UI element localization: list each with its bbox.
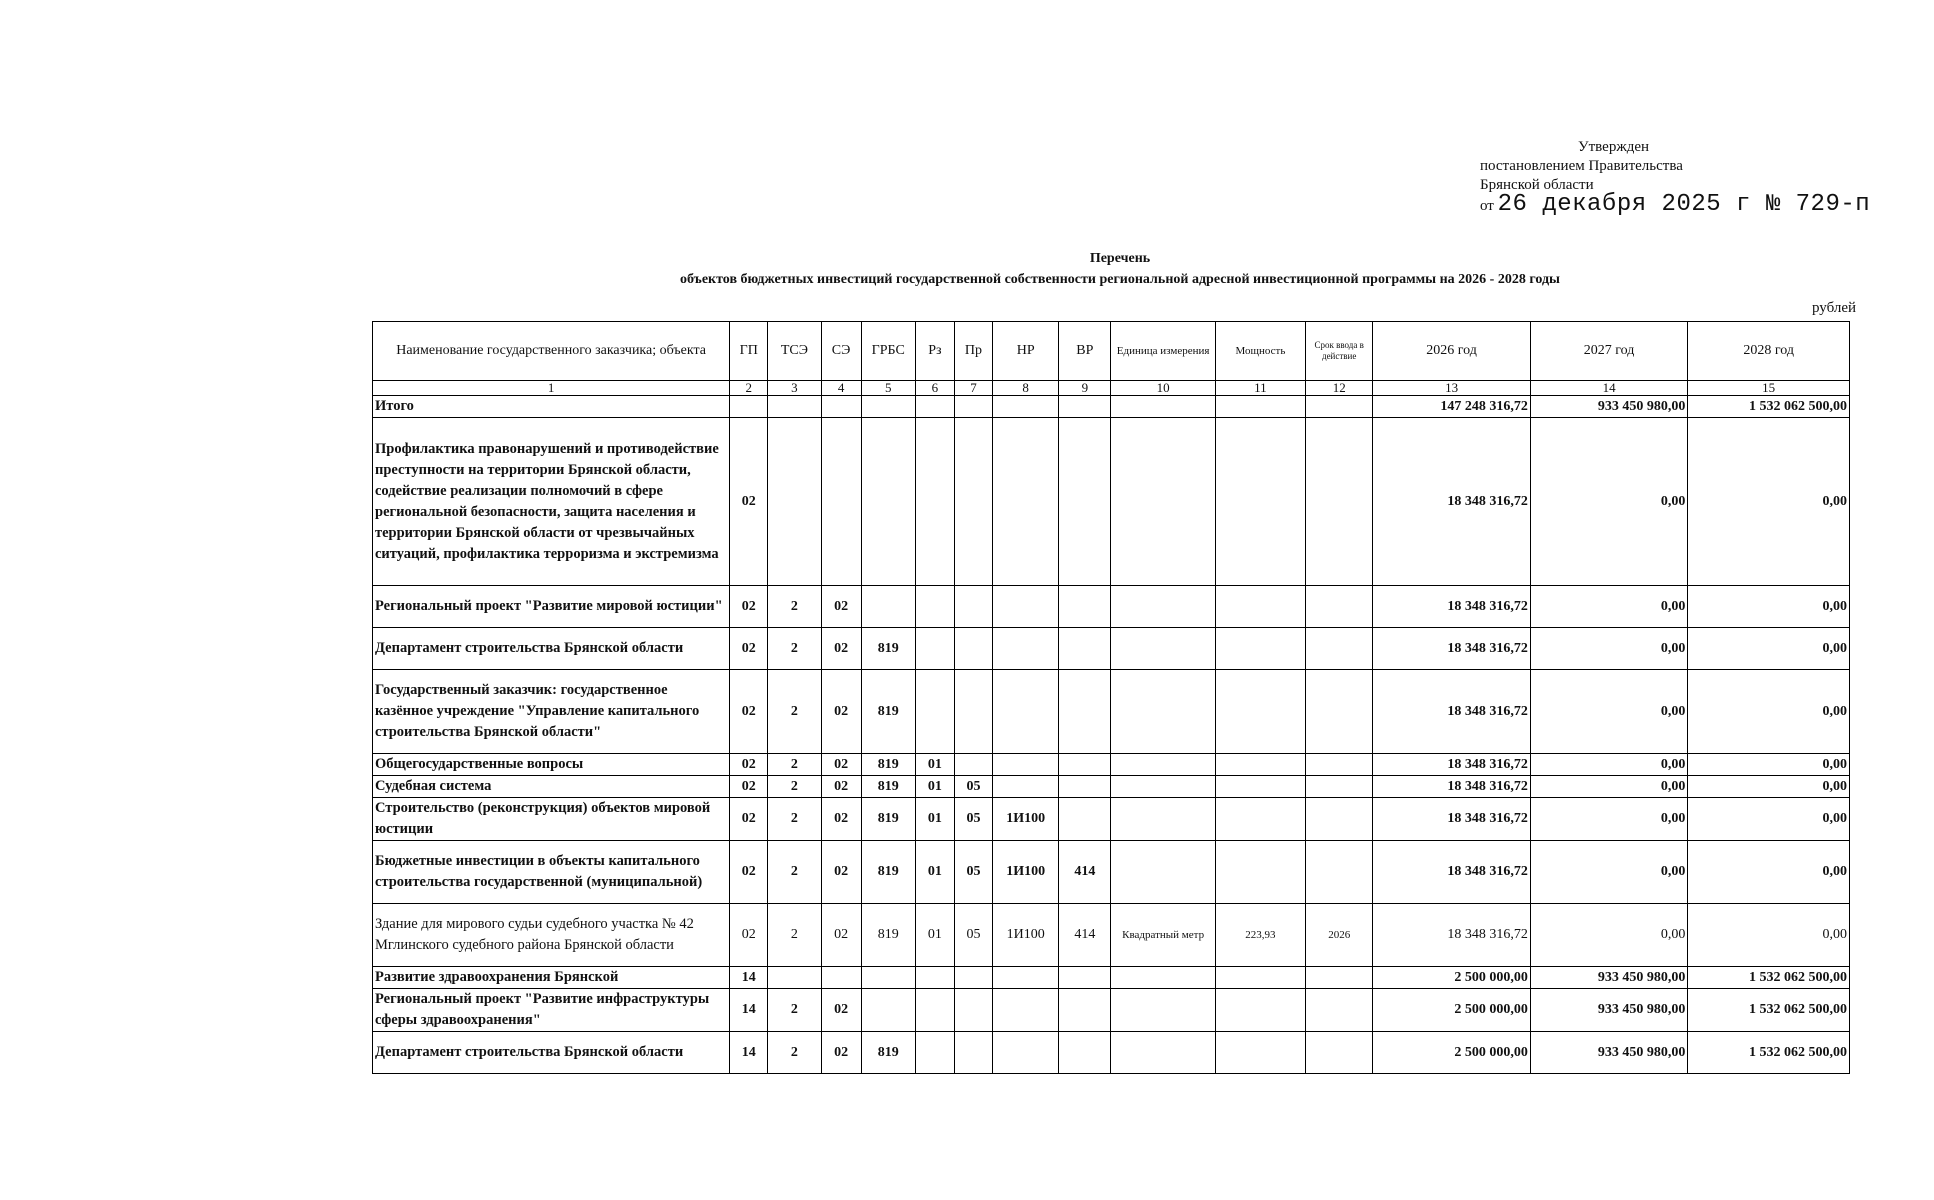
row-gp: 14 bbox=[730, 1032, 768, 1074]
row-pr bbox=[954, 989, 992, 1032]
header-grbs: ГРБС bbox=[861, 322, 915, 381]
row-2028: 0,00 bbox=[1688, 670, 1850, 754]
table-row bbox=[373, 798, 1850, 841]
row-unit bbox=[1111, 776, 1215, 798]
col-number: 9 bbox=[1059, 381, 1111, 396]
row-se: 02 bbox=[821, 628, 861, 670]
row-pr bbox=[954, 1032, 992, 1074]
row-vr bbox=[1059, 798, 1111, 841]
row-vr bbox=[1059, 586, 1111, 628]
header-vr: ВР bbox=[1059, 322, 1111, 381]
row-pr bbox=[954, 418, 992, 586]
table-row bbox=[373, 628, 1850, 670]
row-power bbox=[1215, 776, 1305, 798]
row-power bbox=[1215, 396, 1305, 418]
header-pr: Пр bbox=[954, 322, 992, 381]
row-power bbox=[1215, 418, 1305, 586]
row-se: 02 bbox=[821, 586, 861, 628]
row-tse bbox=[768, 396, 821, 418]
col-number: 5 bbox=[861, 381, 915, 396]
row-grbs bbox=[861, 396, 915, 418]
header-name: Наименование государственного заказчика; объекта bbox=[373, 322, 730, 381]
row-tse bbox=[768, 967, 821, 989]
row-unit bbox=[1111, 754, 1215, 776]
row-nr bbox=[993, 776, 1059, 798]
title-line-2: объектов бюджетных инвестиций государственной собственности региональной адресной инвестиционной программы на 2026 - 2028 годы bbox=[680, 272, 1560, 287]
row-power: 223,93 bbox=[1215, 904, 1305, 967]
header-power: Мощность bbox=[1215, 322, 1305, 381]
table-row bbox=[373, 1032, 1850, 1074]
row-tse bbox=[768, 418, 821, 586]
row-name: Строительство (реконструкция) объектов мировой юстиции bbox=[373, 798, 730, 841]
row-tse: 2 bbox=[768, 754, 821, 776]
table-row bbox=[373, 989, 1850, 1032]
row-term bbox=[1306, 670, 1373, 754]
row-power bbox=[1215, 628, 1305, 670]
row-power bbox=[1215, 989, 1305, 1032]
row-vr: 414 bbox=[1059, 841, 1111, 904]
row-rz bbox=[915, 989, 954, 1032]
row-se: 02 bbox=[821, 989, 861, 1032]
row-se: 02 bbox=[821, 754, 861, 776]
row-unit: Квадратный метр bbox=[1111, 904, 1215, 967]
row-grbs bbox=[861, 989, 915, 1032]
row-gp: 02 bbox=[730, 754, 768, 776]
row-grbs: 819 bbox=[861, 841, 915, 904]
table-header bbox=[373, 322, 1850, 396]
row-2027: 0,00 bbox=[1530, 776, 1688, 798]
row-grbs: 819 bbox=[861, 798, 915, 841]
row-unit bbox=[1111, 670, 1215, 754]
col-number: 3 bbox=[768, 381, 821, 396]
row-power bbox=[1215, 754, 1305, 776]
row-tse: 2 bbox=[768, 776, 821, 798]
row-term bbox=[1306, 1032, 1373, 1074]
row-grbs bbox=[861, 586, 915, 628]
row-rz: 01 bbox=[915, 754, 954, 776]
row-tse: 2 bbox=[768, 989, 821, 1032]
row-2027: 0,00 bbox=[1530, 418, 1688, 586]
row-power bbox=[1215, 798, 1305, 841]
row-nr bbox=[993, 670, 1059, 754]
row-gp: 02 bbox=[730, 904, 768, 967]
row-se: 02 bbox=[821, 904, 861, 967]
row-2028: 0,00 bbox=[1688, 798, 1850, 841]
row-nr bbox=[993, 967, 1059, 989]
row-vr bbox=[1059, 989, 1111, 1032]
row-2027: 933 450 980,00 bbox=[1530, 396, 1688, 418]
row-power bbox=[1215, 967, 1305, 989]
col-number: 1 bbox=[373, 381, 730, 396]
row-tse: 2 bbox=[768, 670, 821, 754]
row-2028: 0,00 bbox=[1688, 776, 1850, 798]
row-nr bbox=[993, 989, 1059, 1032]
approval-line-1: Утвержден bbox=[1578, 139, 1650, 155]
header-2028: 2028 год bbox=[1688, 322, 1850, 381]
row-term bbox=[1306, 586, 1373, 628]
header-unit: Единица измерения bbox=[1111, 322, 1215, 381]
table-row bbox=[373, 396, 1850, 418]
row-se bbox=[821, 418, 861, 586]
row-term bbox=[1306, 798, 1373, 841]
row-vr bbox=[1059, 628, 1111, 670]
row-name: Бюджетные инвестиции в объекты капитального строительства государственной (муниципальной) bbox=[373, 841, 730, 904]
row-2026: 18 348 316,72 bbox=[1373, 418, 1531, 586]
row-tse: 2 bbox=[768, 1032, 821, 1074]
row-name: Профилактика правонарушений и противодействие преступности на территории Брянской области, содействие реализации полномочий в сфере региональной безопасности, защита населения и территории Брянской области от чрезвычайных ситуаций, профилактика терроризма и экстремизма bbox=[373, 418, 730, 586]
row-2028: 0,00 bbox=[1688, 418, 1850, 586]
row-se bbox=[821, 396, 861, 418]
row-se: 02 bbox=[821, 776, 861, 798]
investment-table bbox=[372, 321, 1850, 1074]
col-number: 8 bbox=[993, 381, 1059, 396]
row-2027: 933 450 980,00 bbox=[1530, 967, 1688, 989]
row-pr bbox=[954, 396, 992, 418]
row-2026: 18 348 316,72 bbox=[1373, 904, 1531, 967]
row-pr: 05 bbox=[954, 904, 992, 967]
row-grbs: 819 bbox=[861, 904, 915, 967]
row-gp: 02 bbox=[730, 418, 768, 586]
row-grbs: 819 bbox=[861, 754, 915, 776]
row-pr: 05 bbox=[954, 798, 992, 841]
table-row bbox=[373, 754, 1850, 776]
approval-line-2: постановлением Правительства bbox=[1480, 158, 1683, 174]
row-tse: 2 bbox=[768, 586, 821, 628]
row-tse: 2 bbox=[768, 904, 821, 967]
row-grbs: 819 bbox=[861, 628, 915, 670]
table-row bbox=[373, 670, 1850, 754]
row-rz bbox=[915, 586, 954, 628]
approval-date-line bbox=[1480, 191, 1871, 218]
row-gp: 02 bbox=[730, 798, 768, 841]
row-nr bbox=[993, 418, 1059, 586]
table-row bbox=[373, 904, 1850, 967]
row-name: Здание для мирового судьи судебного участка № 42 Мглинского судебного района Брянской области bbox=[373, 904, 730, 967]
row-2027: 0,00 bbox=[1530, 754, 1688, 776]
col-number: 2 bbox=[730, 381, 768, 396]
row-unit bbox=[1111, 1032, 1215, 1074]
approval-date: 26 декабря 2025 г № 729-п bbox=[1497, 191, 1871, 218]
row-rz bbox=[915, 967, 954, 989]
row-grbs bbox=[861, 418, 915, 586]
col-number: 4 bbox=[821, 381, 861, 396]
row-unit bbox=[1111, 967, 1215, 989]
table-row bbox=[373, 841, 1850, 904]
row-2026: 18 348 316,72 bbox=[1373, 628, 1531, 670]
row-nr: 1И100 bbox=[993, 841, 1059, 904]
row-pr bbox=[954, 967, 992, 989]
row-nr: 1И100 bbox=[993, 904, 1059, 967]
row-term bbox=[1306, 418, 1373, 586]
col-number: 12 bbox=[1306, 381, 1373, 396]
row-unit bbox=[1111, 841, 1215, 904]
row-pr: 05 bbox=[954, 776, 992, 798]
row-unit bbox=[1111, 798, 1215, 841]
row-unit bbox=[1111, 628, 1215, 670]
row-unit bbox=[1111, 418, 1215, 586]
row-tse: 2 bbox=[768, 841, 821, 904]
row-2026: 18 348 316,72 bbox=[1373, 670, 1531, 754]
header-se: СЭ bbox=[821, 322, 861, 381]
row-rz bbox=[915, 396, 954, 418]
col-number: 15 bbox=[1688, 381, 1850, 396]
row-rz bbox=[915, 1032, 954, 1074]
header-term: Срок ввода в действие bbox=[1306, 322, 1373, 381]
row-name: Судебная система bbox=[373, 776, 730, 798]
table-body bbox=[373, 396, 1850, 1074]
col-number: 13 bbox=[1373, 381, 1531, 396]
table-row bbox=[373, 967, 1850, 989]
col-number: 14 bbox=[1530, 381, 1688, 396]
row-name: Региональный проект "Развитие мировой юстиции" bbox=[373, 586, 730, 628]
row-unit bbox=[1111, 989, 1215, 1032]
row-nr bbox=[993, 1032, 1059, 1074]
row-tse: 2 bbox=[768, 798, 821, 841]
row-2028: 1 532 062 500,00 bbox=[1688, 967, 1850, 989]
row-gp bbox=[730, 396, 768, 418]
col-number: 6 bbox=[915, 381, 954, 396]
table-row bbox=[373, 586, 1850, 628]
row-name: Общегосударственные вопросы bbox=[373, 754, 730, 776]
row-vr bbox=[1059, 670, 1111, 754]
row-2027: 0,00 bbox=[1530, 670, 1688, 754]
row-name: Департамент строительства Брянской области bbox=[373, 1032, 730, 1074]
row-vr bbox=[1059, 396, 1111, 418]
document-title bbox=[370, 248, 1870, 290]
row-rz: 01 bbox=[915, 841, 954, 904]
row-grbs bbox=[861, 967, 915, 989]
row-term bbox=[1306, 841, 1373, 904]
row-term bbox=[1306, 989, 1373, 1032]
header-tse: ТСЭ bbox=[768, 322, 821, 381]
row-2028: 1 532 062 500,00 bbox=[1688, 396, 1850, 418]
row-term: 2026 bbox=[1306, 904, 1373, 967]
row-power bbox=[1215, 1032, 1305, 1074]
header-2027: 2027 год bbox=[1530, 322, 1688, 381]
row-vr bbox=[1059, 1032, 1111, 1074]
row-2027: 933 450 980,00 bbox=[1530, 989, 1688, 1032]
row-term bbox=[1306, 754, 1373, 776]
approval-line-3: Брянской области bbox=[1480, 177, 1594, 193]
row-2026: 18 348 316,72 bbox=[1373, 798, 1531, 841]
row-2027: 0,00 bbox=[1530, 586, 1688, 628]
row-vr bbox=[1059, 418, 1111, 586]
row-rz bbox=[915, 418, 954, 586]
row-2026: 2 500 000,00 bbox=[1373, 1032, 1531, 1074]
row-power bbox=[1215, 670, 1305, 754]
row-vr bbox=[1059, 754, 1111, 776]
row-vr bbox=[1059, 776, 1111, 798]
approval-prefix: от bbox=[1480, 198, 1494, 214]
row-term bbox=[1306, 628, 1373, 670]
row-term bbox=[1306, 396, 1373, 418]
row-2028: 0,00 bbox=[1688, 754, 1850, 776]
row-2026: 18 348 316,72 bbox=[1373, 841, 1531, 904]
approval-block bbox=[1480, 138, 1870, 216]
row-2026: 2 500 000,00 bbox=[1373, 989, 1531, 1032]
row-2028: 0,00 bbox=[1688, 586, 1850, 628]
row-power bbox=[1215, 841, 1305, 904]
row-rz: 01 bbox=[915, 776, 954, 798]
row-2027: 0,00 bbox=[1530, 904, 1688, 967]
row-nr: 1И100 bbox=[993, 798, 1059, 841]
row-gp: 14 bbox=[730, 989, 768, 1032]
row-gp: 02 bbox=[730, 586, 768, 628]
row-name: Развитие здравоохранения Брянской bbox=[373, 967, 730, 989]
row-2026: 18 348 316,72 bbox=[1373, 754, 1531, 776]
header-nr: НР bbox=[993, 322, 1059, 381]
row-gp: 02 bbox=[730, 841, 768, 904]
title-line-1: Перечень bbox=[1089, 251, 1151, 266]
row-2028: 1 532 062 500,00 bbox=[1688, 1032, 1850, 1074]
row-term bbox=[1306, 776, 1373, 798]
header-gp: ГП bbox=[730, 322, 768, 381]
row-rz: 01 bbox=[915, 798, 954, 841]
currency-unit: рублей bbox=[1812, 300, 1857, 316]
row-pr: 05 bbox=[954, 841, 992, 904]
row-pr bbox=[954, 628, 992, 670]
row-se: 02 bbox=[821, 841, 861, 904]
header-rz: Рз bbox=[915, 322, 954, 381]
table-row bbox=[373, 418, 1850, 586]
row-2026: 147 248 316,72 bbox=[1373, 396, 1531, 418]
row-name: Департамент строительства Брянской области bbox=[373, 628, 730, 670]
column-numbers-row bbox=[373, 381, 1850, 396]
row-2028: 0,00 bbox=[1688, 904, 1850, 967]
row-tse: 2 bbox=[768, 628, 821, 670]
row-pr bbox=[954, 754, 992, 776]
row-nr bbox=[993, 586, 1059, 628]
row-rz bbox=[915, 628, 954, 670]
row-2028: 0,00 bbox=[1688, 841, 1850, 904]
row-pr bbox=[954, 586, 992, 628]
row-grbs: 819 bbox=[861, 1032, 915, 1074]
row-gp: 02 bbox=[730, 776, 768, 798]
row-rz: 01 bbox=[915, 904, 954, 967]
row-2026: 18 348 316,72 bbox=[1373, 776, 1531, 798]
table-row bbox=[373, 776, 1850, 798]
row-rz bbox=[915, 670, 954, 754]
row-unit bbox=[1111, 396, 1215, 418]
row-2026: 18 348 316,72 bbox=[1373, 586, 1531, 628]
row-2027: 0,00 bbox=[1530, 628, 1688, 670]
row-2027: 0,00 bbox=[1530, 841, 1688, 904]
row-2028: 0,00 bbox=[1688, 628, 1850, 670]
row-vr: 414 bbox=[1059, 904, 1111, 967]
row-gp: 14 bbox=[730, 967, 768, 989]
row-power bbox=[1215, 586, 1305, 628]
row-unit bbox=[1111, 586, 1215, 628]
row-name: Государственный заказчик: государственное казённое учреждение "Управление капитального строительства Брянской области" bbox=[373, 670, 730, 754]
row-2027: 933 450 980,00 bbox=[1530, 1032, 1688, 1074]
header-2026: 2026 год bbox=[1373, 322, 1531, 381]
col-number: 11 bbox=[1215, 381, 1305, 396]
row-grbs: 819 bbox=[861, 776, 915, 798]
row-gp: 02 bbox=[730, 670, 768, 754]
row-nr bbox=[993, 396, 1059, 418]
row-nr bbox=[993, 628, 1059, 670]
col-number: 7 bbox=[954, 381, 992, 396]
col-number: 10 bbox=[1111, 381, 1215, 396]
row-vr bbox=[1059, 967, 1111, 989]
row-2028: 1 532 062 500,00 bbox=[1688, 989, 1850, 1032]
row-pr bbox=[954, 670, 992, 754]
row-gp: 02 bbox=[730, 628, 768, 670]
row-se: 02 bbox=[821, 798, 861, 841]
row-2027: 0,00 bbox=[1530, 798, 1688, 841]
row-nr bbox=[993, 754, 1059, 776]
row-se: 02 bbox=[821, 670, 861, 754]
row-2026: 2 500 000,00 bbox=[1373, 967, 1531, 989]
row-grbs: 819 bbox=[861, 670, 915, 754]
row-term bbox=[1306, 967, 1373, 989]
row-name: Региональный проект "Развитие инфраструктуры сферы здравоохранения" bbox=[373, 989, 730, 1032]
row-name: Итого bbox=[373, 396, 730, 418]
row-se bbox=[821, 967, 861, 989]
row-se: 02 bbox=[821, 1032, 861, 1074]
